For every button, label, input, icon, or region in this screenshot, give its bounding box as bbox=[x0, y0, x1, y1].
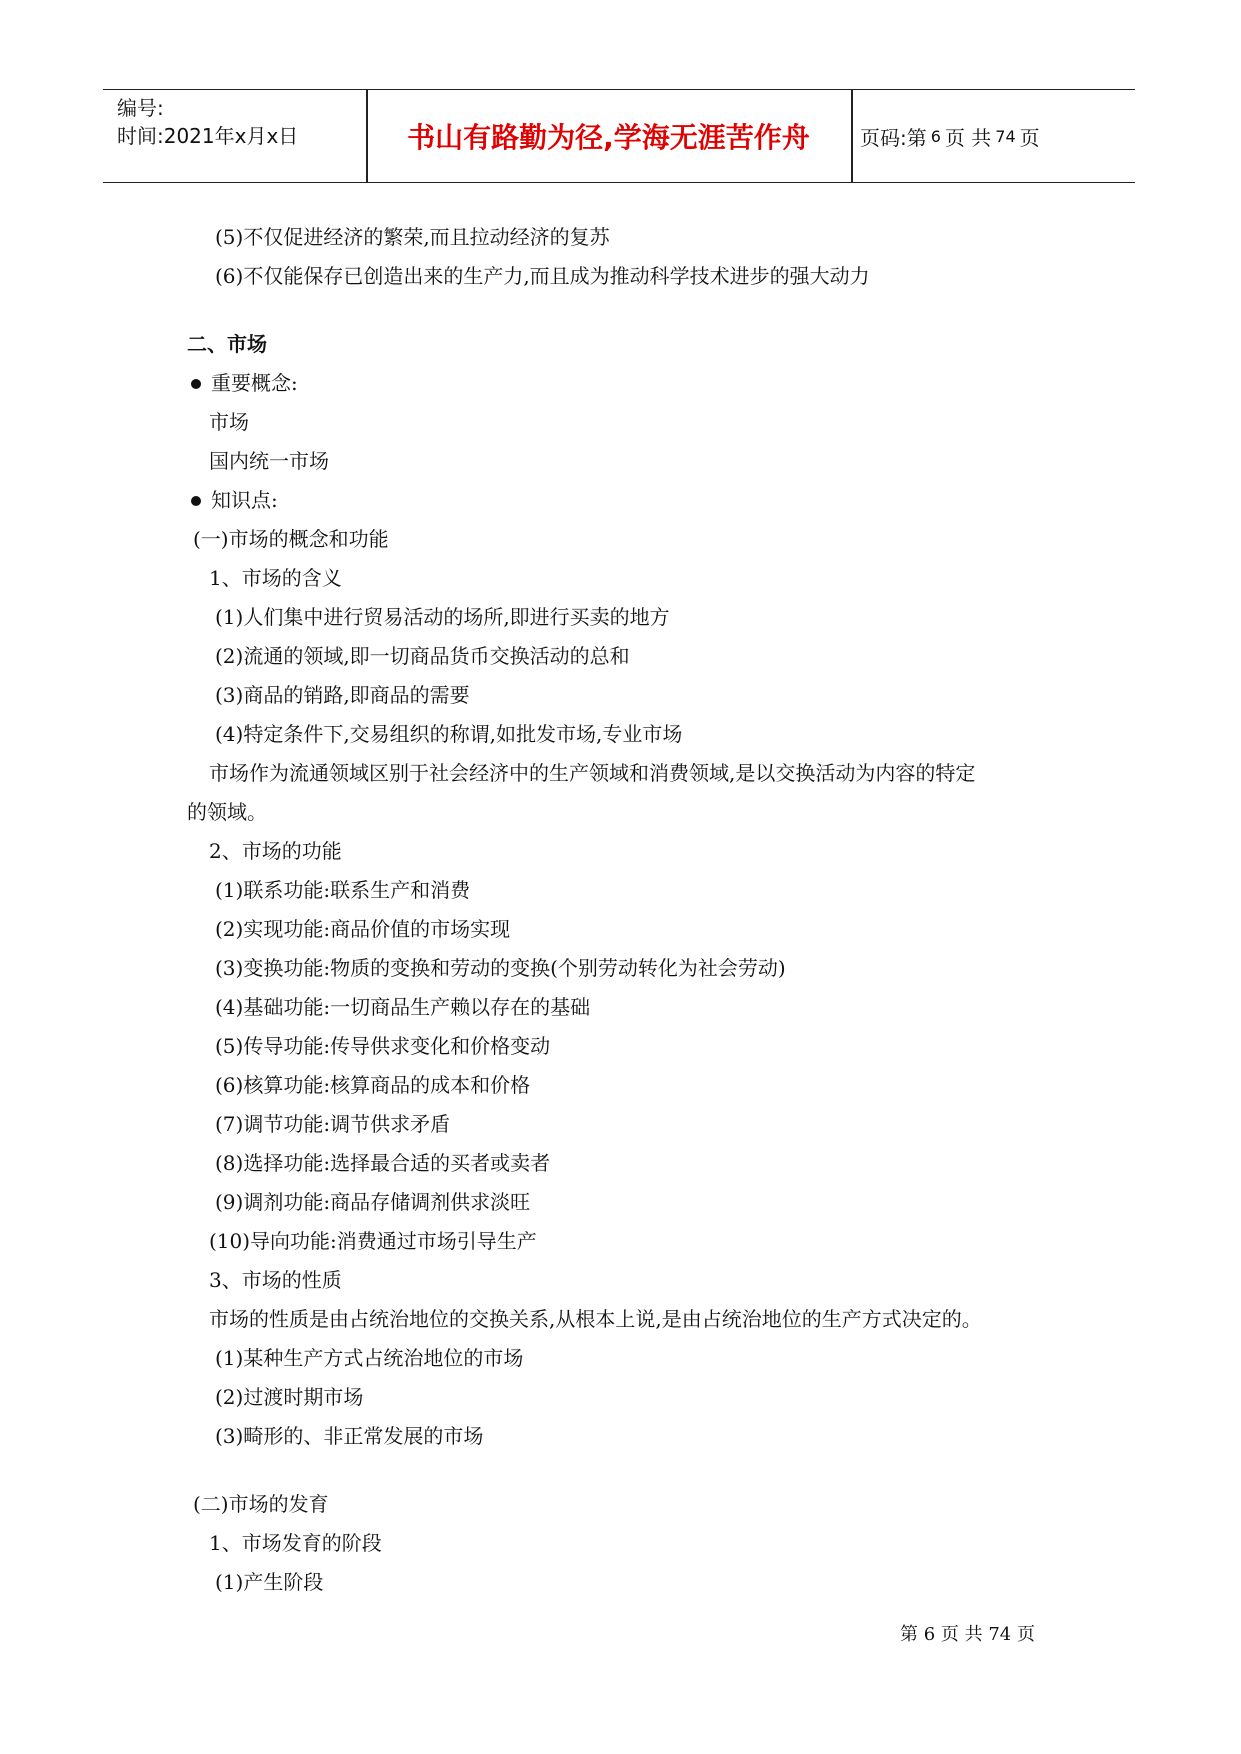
concept-item: 市场 bbox=[209, 410, 249, 434]
header-divider bbox=[851, 90, 853, 182]
bullet-icon bbox=[191, 496, 201, 506]
list-item: (2)流通的领域,即一切商品货币交换活动的总和 bbox=[215, 644, 630, 668]
page-suffix: 页 bbox=[1019, 125, 1040, 150]
section-heading: 二、市场 bbox=[187, 332, 267, 356]
part-heading: (一)市场的概念和功能 bbox=[193, 527, 389, 551]
page-header bbox=[103, 89, 1135, 183]
list-item: (1)联系功能:联系生产和消费 bbox=[215, 878, 471, 902]
list-item: (1)产生阶段 bbox=[215, 1570, 324, 1594]
numbered-heading: 2、市场的功能 bbox=[209, 839, 342, 863]
page-current: 6 bbox=[930, 126, 941, 146]
page-mid: 页 共 bbox=[944, 125, 992, 150]
page-footer: 第 6 页 共 74 页 bbox=[900, 1624, 1035, 1645]
list-item: (9)调剂功能:商品存储调剂供求淡旺 bbox=[215, 1190, 531, 1214]
part-heading: (二)市场的发育 bbox=[193, 1492, 329, 1516]
list-item: (2)实现功能:商品价值的市场实现 bbox=[215, 917, 511, 941]
list-item: (4)特定条件下,交易组织的称谓,如批发市场,专业市场 bbox=[215, 722, 683, 746]
text-line: (5)不仅促进经济的繁荣,而且拉动经济的复苏 bbox=[215, 225, 610, 249]
list-item: (8)选择功能:选择最合适的买者或卖者 bbox=[215, 1151, 551, 1175]
paragraph-line: 市场作为流通领域区别于社会经济中的生产领域和消费领域,是以交换活动为内容的特定 bbox=[209, 761, 976, 785]
list-item: (3)畸形的、非正常发展的市场 bbox=[215, 1424, 484, 1448]
numbered-heading: 1、市场的含义 bbox=[209, 566, 342, 590]
header-page-number bbox=[860, 90, 1040, 182]
list-item: (1)某种生产方式占统治地位的市场 bbox=[215, 1346, 524, 1370]
page-total: 74 bbox=[995, 126, 1016, 146]
list-item: (2)过渡时期市场 bbox=[215, 1385, 364, 1409]
page-prefix: 页码:第 bbox=[860, 125, 927, 150]
list-item: (3)商品的销路,即商品的需要 bbox=[215, 683, 470, 707]
bullet-icon bbox=[191, 379, 201, 389]
list-item: (6)核算功能:核算商品的成本和价格 bbox=[215, 1073, 531, 1097]
list-item: (1)人们集中进行贸易活动的场所,即进行买卖的地方 bbox=[215, 605, 670, 629]
document-number-label: 编号: bbox=[117, 96, 164, 120]
text-line: (6)不仅能保存已创造出来的生产力,而且成为推动科学技术进步的强大动力 bbox=[215, 264, 870, 288]
list-item: (4)基础功能:一切商品生产赖以存在的基础 bbox=[215, 995, 591, 1019]
document-body bbox=[187, 218, 1067, 1602]
list-item: (10)导向功能:消费通过市场引导生产 bbox=[209, 1229, 537, 1253]
numbered-heading: 3、市场的性质 bbox=[209, 1268, 342, 1292]
numbered-heading: 1、市场发育的阶段 bbox=[209, 1531, 382, 1555]
list-item: (5)传导功能:传导供求变化和价格变动 bbox=[215, 1034, 551, 1058]
paragraph-line: 的领域。 bbox=[187, 800, 267, 824]
bullet-item: 重要概念: bbox=[187, 364, 1067, 403]
concept-item: 国内统一市场 bbox=[209, 449, 329, 473]
list-item: (7)调节功能:调节供求矛盾 bbox=[215, 1112, 451, 1136]
paragraph-line: 市场的性质是由占统治地位的交换关系,从根本上说,是由占统治地位的生产方式决定的。 bbox=[209, 1307, 982, 1331]
document-time: 时间:2021年x月x日 bbox=[117, 124, 299, 148]
list-item: (3)变换功能:物质的变换和劳动的变换(个别劳动转化为社会劳动) bbox=[215, 956, 786, 980]
header-motto: 书山有路勤为径,学海无涯苦作舟 bbox=[407, 121, 810, 154]
bullet-item: 知识点: bbox=[187, 481, 1067, 520]
header-meta bbox=[117, 94, 367, 150]
